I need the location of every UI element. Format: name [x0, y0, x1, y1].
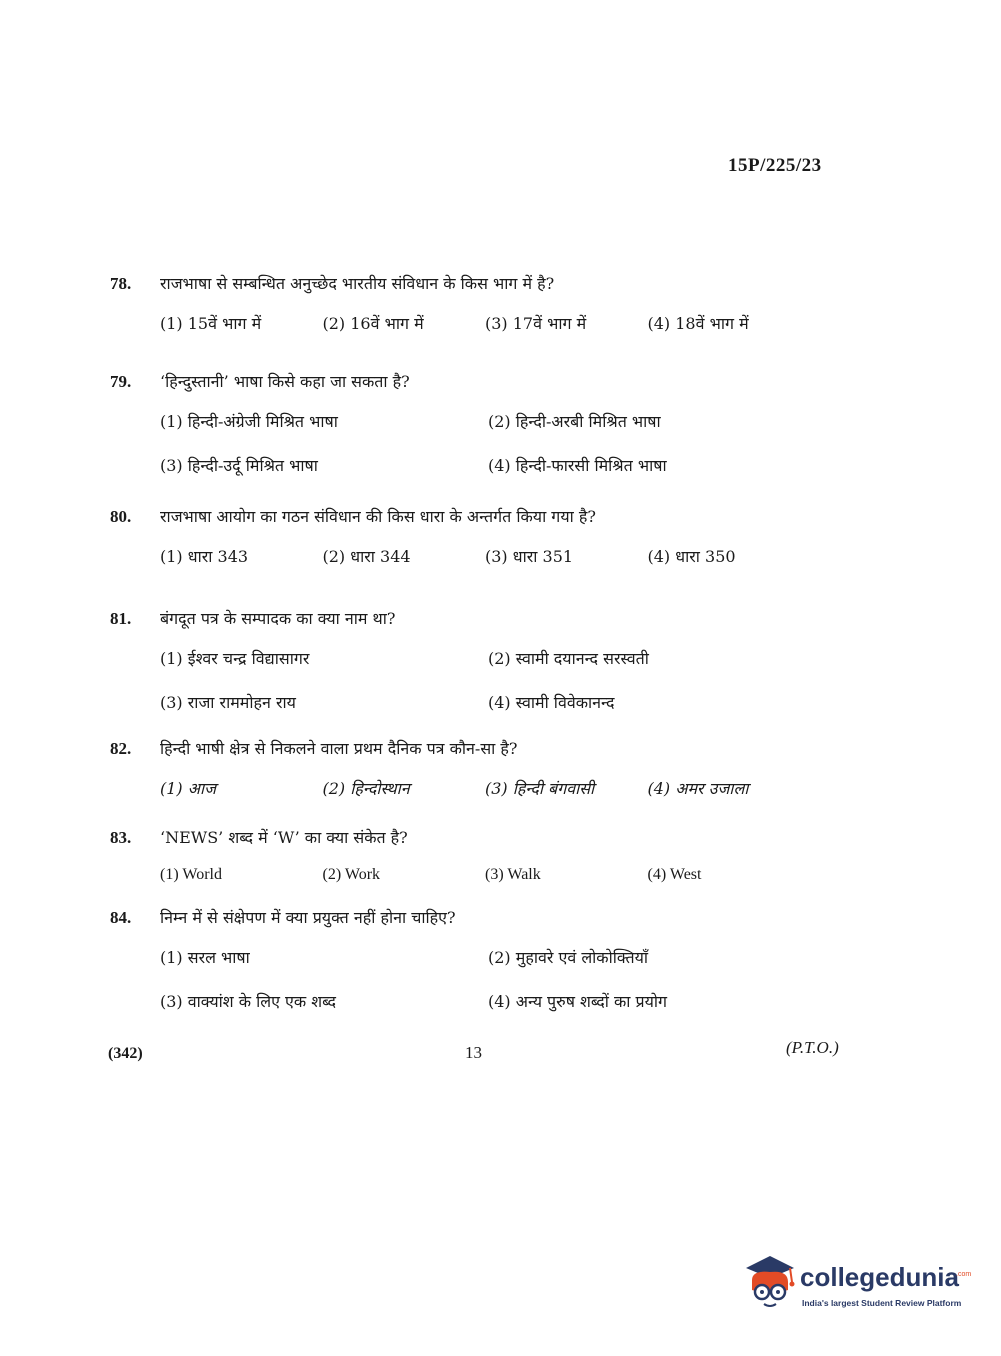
option-1: (1) World — [160, 866, 222, 883]
question-number: 83. — [110, 828, 132, 847]
option-3: (3) हिन्दी-उर्दू मिश्रित भाषा — [160, 456, 318, 475]
brand-name: collegedunia — [800, 1262, 959, 1292]
option-2: (2) स्वामी दयानन्द सरस्वती — [488, 649, 649, 668]
question-text: बंगदूत पत्र के सम्पादक का क्या नाम था? — [160, 609, 396, 628]
question-text: ‘NEWS’ शब्द में ‘W’ का क्या संकेत है? — [160, 828, 408, 847]
option-3: (3) हिन्दी बंगवासी — [485, 779, 595, 798]
question-text: हिन्दी भाषी क्षेत्र से निकलने वाला प्रथम दैनिक पत्र कौन-सा है? — [160, 739, 518, 758]
option-3: (3) Walk — [485, 866, 541, 883]
option-4: (4) स्वामी विवेकानन्द — [488, 693, 615, 712]
question-78 — [110, 272, 810, 334]
question-number: 84. — [110, 908, 132, 927]
question-82 — [110, 737, 810, 799]
option-3: (3) 17वें भाग में — [485, 314, 587, 333]
question-80 — [110, 505, 810, 567]
question-79 — [110, 370, 810, 476]
brand-tagline: India's largest Student Review Platform — [802, 1298, 962, 1308]
question-text: निम्न में से संक्षेपण में क्या प्रयुक्त नहीं होना चाहिए? — [160, 908, 456, 927]
option-2: (2) 16वें भाग में — [322, 314, 424, 333]
question-number: 79. — [110, 372, 132, 391]
option-4: (4) हिन्दी-फारसी मिश्रित भाषा — [488, 456, 667, 475]
option-4: (4) West — [647, 866, 702, 883]
option-2: (2) हिन्दी-अरबी मिश्रित भाषा — [488, 412, 661, 431]
option-1: (1) हिन्दी-अंग्रेजी मिश्रित भाषा — [160, 412, 338, 431]
question-text: राजभाषा से सम्बन्धित अनुच्छेद भारतीय संविधान के किस भाग में है? — [160, 274, 555, 293]
collegedunia-logo — [742, 1250, 972, 1320]
option-1: (1) ईश्वर चन्द्र विद्यासागर — [160, 649, 310, 668]
option-4: (4) धारा 350 — [647, 547, 736, 566]
option-2: (2) धारा 344 — [322, 547, 411, 566]
option-1: (1) सरल भाषा — [160, 948, 250, 967]
option-2: (2) हिन्दोस्थान — [322, 779, 410, 798]
paper-code: 15P/225/23 — [728, 155, 822, 176]
question-number: 82. — [110, 739, 132, 758]
question-81 — [110, 607, 810, 713]
brand-domain: .com — [956, 1271, 972, 1278]
option-4: (4) अमर उजाला — [647, 779, 749, 798]
pto-label: (P.T.O.) — [786, 1038, 839, 1057]
option-2: (2) Work — [322, 866, 381, 883]
question-text: राजभाषा आयोग का गठन संविधान की किस धारा के अन्तर्गत किया गया है? — [160, 507, 596, 526]
question-text: ‘हिन्दुस्तानी’ भाषा किसे कहा जा सकता है? — [160, 372, 410, 391]
question-84 — [110, 906, 810, 1012]
question-number: 78. — [110, 274, 132, 293]
question-number: 81. — [110, 609, 132, 628]
question-number: 80. — [110, 507, 132, 526]
mascot-icon — [742, 1250, 798, 1316]
option-3: (3) वाक्यांश के लिए एक शब्द — [160, 992, 336, 1011]
question-83 — [110, 826, 810, 884]
option-1: (1) धारा 343 — [160, 547, 249, 566]
option-4: (4) अन्य पुरुष शब्दों का प्रयोग — [488, 992, 668, 1011]
option-1: (1) 15वें भाग में — [160, 314, 262, 333]
option-2: (2) मुहावरे एवं लोकोक्तियाँ — [488, 948, 649, 967]
booklet-code: (342) — [108, 1045, 143, 1062]
option-1: (1) आज — [160, 779, 216, 798]
option-3: (3) धारा 351 — [485, 547, 574, 566]
option-3: (3) राजा राममोहन राय — [160, 693, 296, 712]
option-4: (4) 18वें भाग में — [647, 314, 749, 333]
page-number: 13 — [465, 1043, 482, 1062]
